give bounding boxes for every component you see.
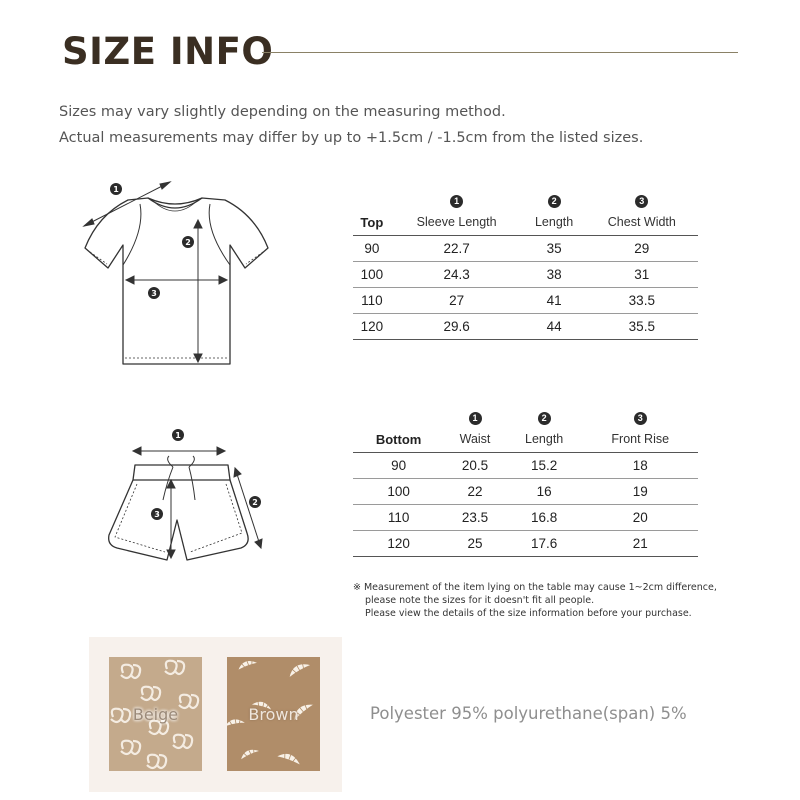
value-cell: 29.6	[391, 313, 523, 339]
table-row	[353, 261, 698, 287]
marker-row	[353, 190, 698, 210]
measurement-footnote	[353, 581, 717, 620]
swatch-label: Brown	[248, 705, 299, 724]
color-swatch-panel	[89, 637, 342, 792]
value-cell: 27	[391, 287, 523, 313]
value-cell: 31	[586, 261, 698, 287]
table-row	[353, 235, 698, 261]
marker-2: 2	[538, 412, 551, 425]
shorts-icon	[95, 420, 275, 585]
value-cell: 22	[444, 478, 506, 504]
title-divider	[262, 52, 738, 53]
bottom-size-table	[353, 407, 698, 557]
marker-2: 2	[548, 195, 561, 208]
table-header	[353, 210, 698, 235]
marker-2: 2	[185, 238, 191, 247]
table-label: Top	[353, 210, 391, 235]
footnote-line: please note the sizes for it doesn't fit all people.	[365, 595, 595, 606]
table-header	[353, 427, 698, 452]
material-composition: Polyester 95% polyurethane(span) 5%	[370, 704, 687, 723]
column-header: Length	[506, 427, 583, 452]
size-cell: 100	[353, 261, 391, 287]
value-cell: 33.5	[586, 287, 698, 313]
value-cell: 44	[523, 313, 586, 339]
column-header: Front Rise	[582, 427, 698, 452]
size-cell: 120	[353, 530, 444, 556]
value-cell: 18	[582, 452, 698, 478]
table-row	[353, 530, 698, 556]
value-cell: 19	[582, 478, 698, 504]
marker-3: 3	[634, 412, 647, 425]
value-cell: 16.8	[506, 504, 583, 530]
tolerance-note: Actual measurements may differ by up to +1.5cm / -1.5cm from the listed sizes.	[59, 130, 644, 146]
column-header: Length	[523, 210, 586, 235]
swatch-brown[interactable]	[227, 657, 320, 771]
value-cell: 17.6	[506, 530, 583, 556]
shorts-measurement-diagram	[95, 420, 275, 585]
marker-3: 3	[151, 289, 157, 298]
t-shirt-icon	[70, 170, 280, 375]
measurement-note: Sizes may vary slightly depending on the measuring method.	[59, 104, 506, 120]
size-cell: 110	[353, 504, 444, 530]
footnote-line: ※ Measurement of the item lying on the table may cause 1~2cm difference,	[353, 582, 717, 593]
table-label: Bottom	[353, 427, 444, 452]
table-row	[353, 287, 698, 313]
marker-2: 2	[252, 498, 258, 507]
t-shirt-measurement-diagram	[70, 170, 280, 375]
value-cell: 20	[582, 504, 698, 530]
table-row	[353, 313, 698, 339]
marker-1: 1	[113, 185, 119, 194]
marker-1: 1	[450, 195, 463, 208]
column-header: Sleeve Length	[391, 210, 523, 235]
table-row	[353, 478, 698, 504]
column-header: Chest Width	[586, 210, 698, 235]
value-cell: 25	[444, 530, 506, 556]
marker-row	[353, 407, 698, 427]
value-cell: 21	[582, 530, 698, 556]
value-cell: 38	[523, 261, 586, 287]
footnote-line: Please view the details of the size information before your purchase.	[365, 608, 692, 619]
swatch-label: Beige	[132, 705, 179, 724]
table-row	[353, 452, 698, 478]
value-cell: 35.5	[586, 313, 698, 339]
value-cell: 15.2	[506, 452, 583, 478]
value-cell: 29	[586, 235, 698, 261]
value-cell: 23.5	[444, 504, 506, 530]
size-cell: 90	[353, 452, 444, 478]
size-cell: 110	[353, 287, 391, 313]
size-cell: 90	[353, 235, 391, 261]
value-cell: 16	[506, 478, 583, 504]
marker-3: 3	[154, 510, 160, 519]
value-cell: 22.7	[391, 235, 523, 261]
page-title: SIZE INFO	[62, 30, 274, 73]
table-row	[353, 504, 698, 530]
marker-1: 1	[175, 431, 181, 440]
swatch-beige[interactable]	[109, 657, 202, 771]
marker-3: 3	[635, 195, 648, 208]
size-cell: 100	[353, 478, 444, 504]
size-cell: 120	[353, 313, 391, 339]
marker-1: 1	[469, 412, 482, 425]
value-cell: 24.3	[391, 261, 523, 287]
column-header: Waist	[444, 427, 506, 452]
value-cell: 35	[523, 235, 586, 261]
value-cell: 20.5	[444, 452, 506, 478]
top-size-table	[353, 190, 698, 340]
value-cell: 41	[523, 287, 586, 313]
